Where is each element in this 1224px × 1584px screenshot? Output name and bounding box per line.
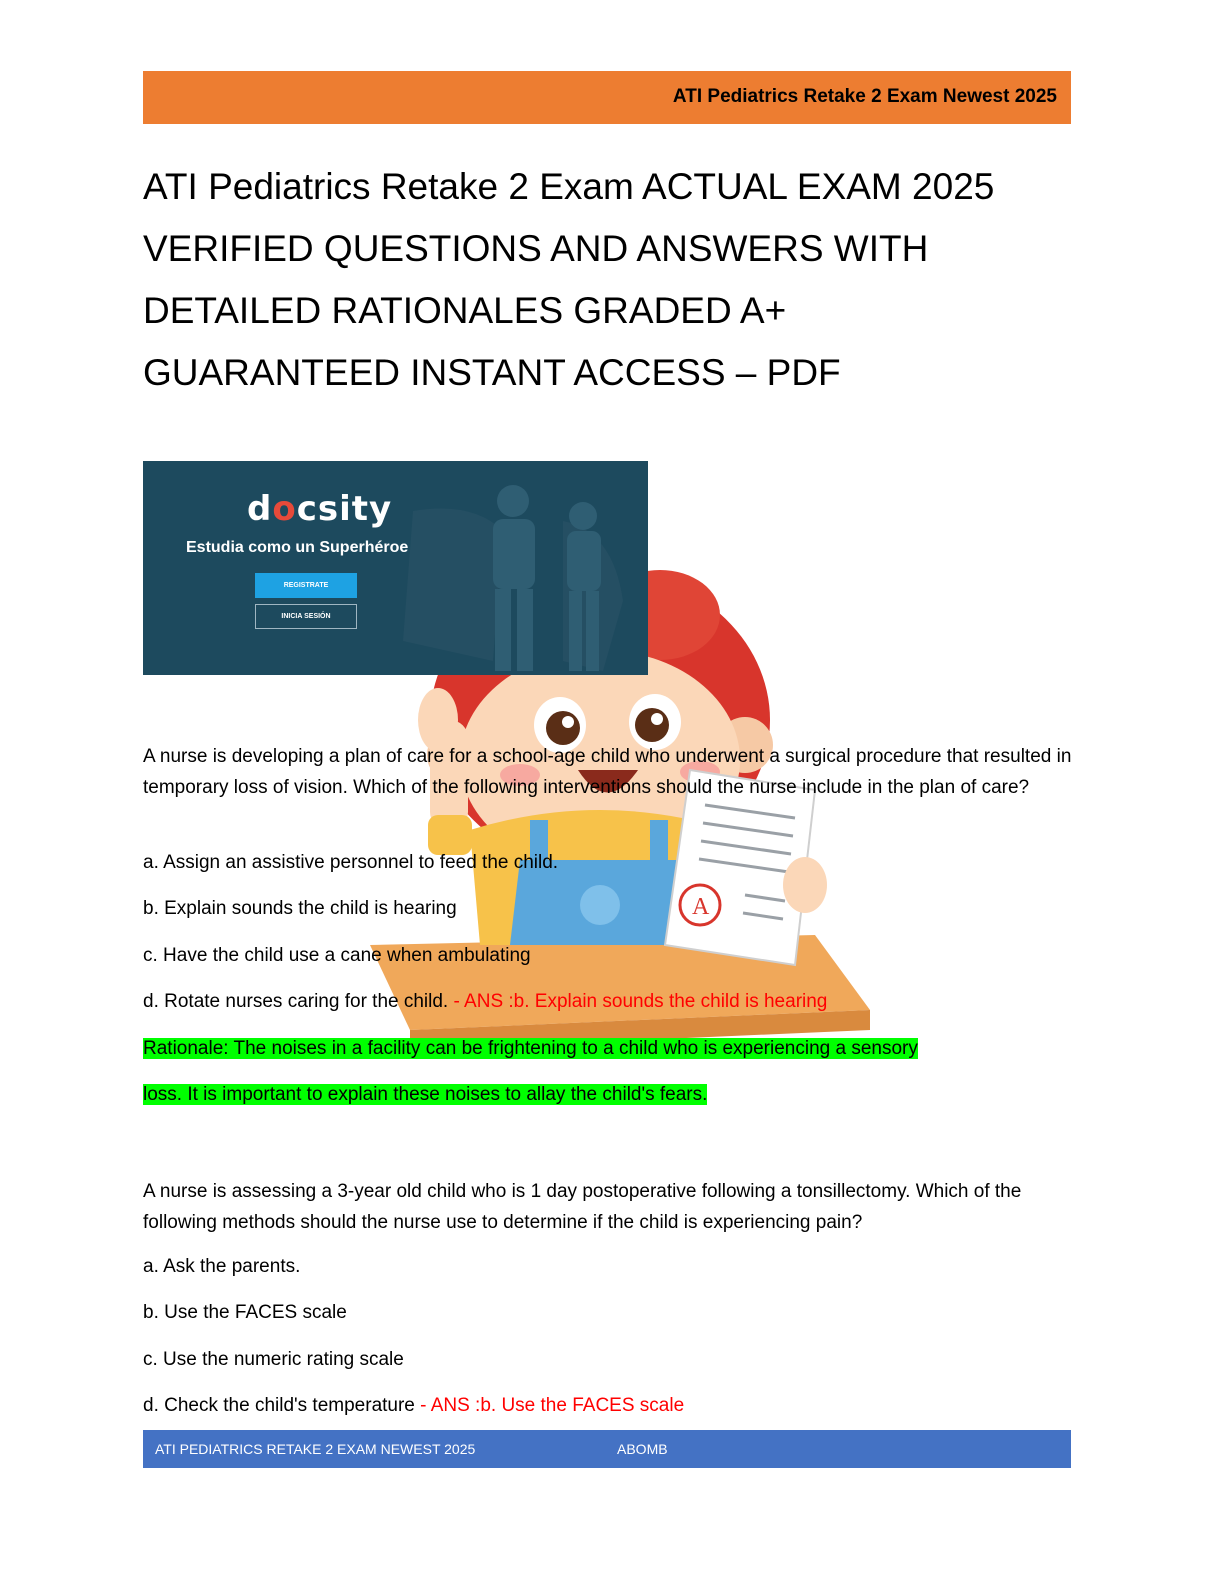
question-1-stem: A nurse is developing a plan of care for a school-age child who underwent a surgical procedure that resulted in temporary loss of vision. Which of the following interventions should the nurse include in the plan of care? — [143, 746, 1072, 798]
question-2-answer: - ANS :b. Use the FACES scale — [414, 1395, 685, 1416]
rationale-highlight: loss. It is important to explain these noises to allay the child's fears. — [143, 1084, 708, 1105]
question-2-option-d-line — [143, 1395, 1073, 1417]
docsity-logo: docsity — [247, 489, 393, 529]
question-1-rationale-line-2 — [143, 1084, 1073, 1106]
question-2-option-a: a. Ask the parents. — [143, 1256, 301, 1277]
question-1-answer: - ANS :b. Explain sounds the child is hearing — [448, 991, 828, 1012]
question-1-option-a: a. Assign an assistive personnel to feed the child. — [143, 852, 559, 873]
question-2-option-b: b. Use the FACES scale — [143, 1302, 347, 1323]
document-title — [143, 156, 1073, 404]
title-line: GUARANTEED INSTANT ACCESS – PDF — [143, 352, 841, 393]
header-title: ATI Pediatrics Retake 2 Exam Newest 2025 — [672, 86, 1057, 107]
banner-tagline: Estudia como un Superhéroe — [186, 539, 409, 556]
question-2-option-d: d. Check the child's temperature — [143, 1395, 415, 1416]
footer-title: ATI PEDIATRICS RETAKE 2 EXAM NEWEST 2025 — [155, 1441, 476, 1457]
question-1-option-b: b. Explain sounds the child is hearing — [143, 898, 457, 919]
login-button[interactable]: INICIA SESIÓN — [255, 604, 357, 629]
question-1-option-d: d. Rotate nurses caring for the child. — [143, 991, 449, 1012]
title-line: DETAILED RATIONALES GRADED A+ — [143, 290, 787, 331]
docsity-superhero-figures — [143, 461, 648, 675]
question-1-option-c: c. Have the child use a cane when ambulating — [143, 945, 531, 966]
question-2-stem: A nurse is assessing a 3-year old child who is 1 day postoperative following a tonsillectomy. Which of the following methods should the nurse use to determine if the child is experiencing pain? — [143, 1181, 1022, 1233]
question-2-option-c: c. Use the numeric rating scale — [143, 1349, 404, 1370]
title-line: ATI Pediatrics Retake 2 Exam ACTUAL EXAM 2025 — [143, 166, 995, 207]
footer-bar — [143, 1430, 1071, 1468]
register-button[interactable]: REGISTRATE — [255, 573, 357, 598]
title-line: VERIFIED QUESTIONS AND ANSWERS WITH — [143, 228, 929, 269]
header-bar — [143, 71, 1071, 124]
question-1-rationale-line-1 — [143, 1038, 1073, 1060]
question-1-option-d-line — [143, 991, 1073, 1013]
rationale-highlight: Rationale: The noises in a facility can be frightening to a child who is experiencing a sensory — [143, 1038, 918, 1059]
docsity-banner[interactable] — [143, 461, 648, 675]
footer-author: ABOMB — [617, 1441, 668, 1457]
svg-text:A: A — [692, 894, 710, 920]
